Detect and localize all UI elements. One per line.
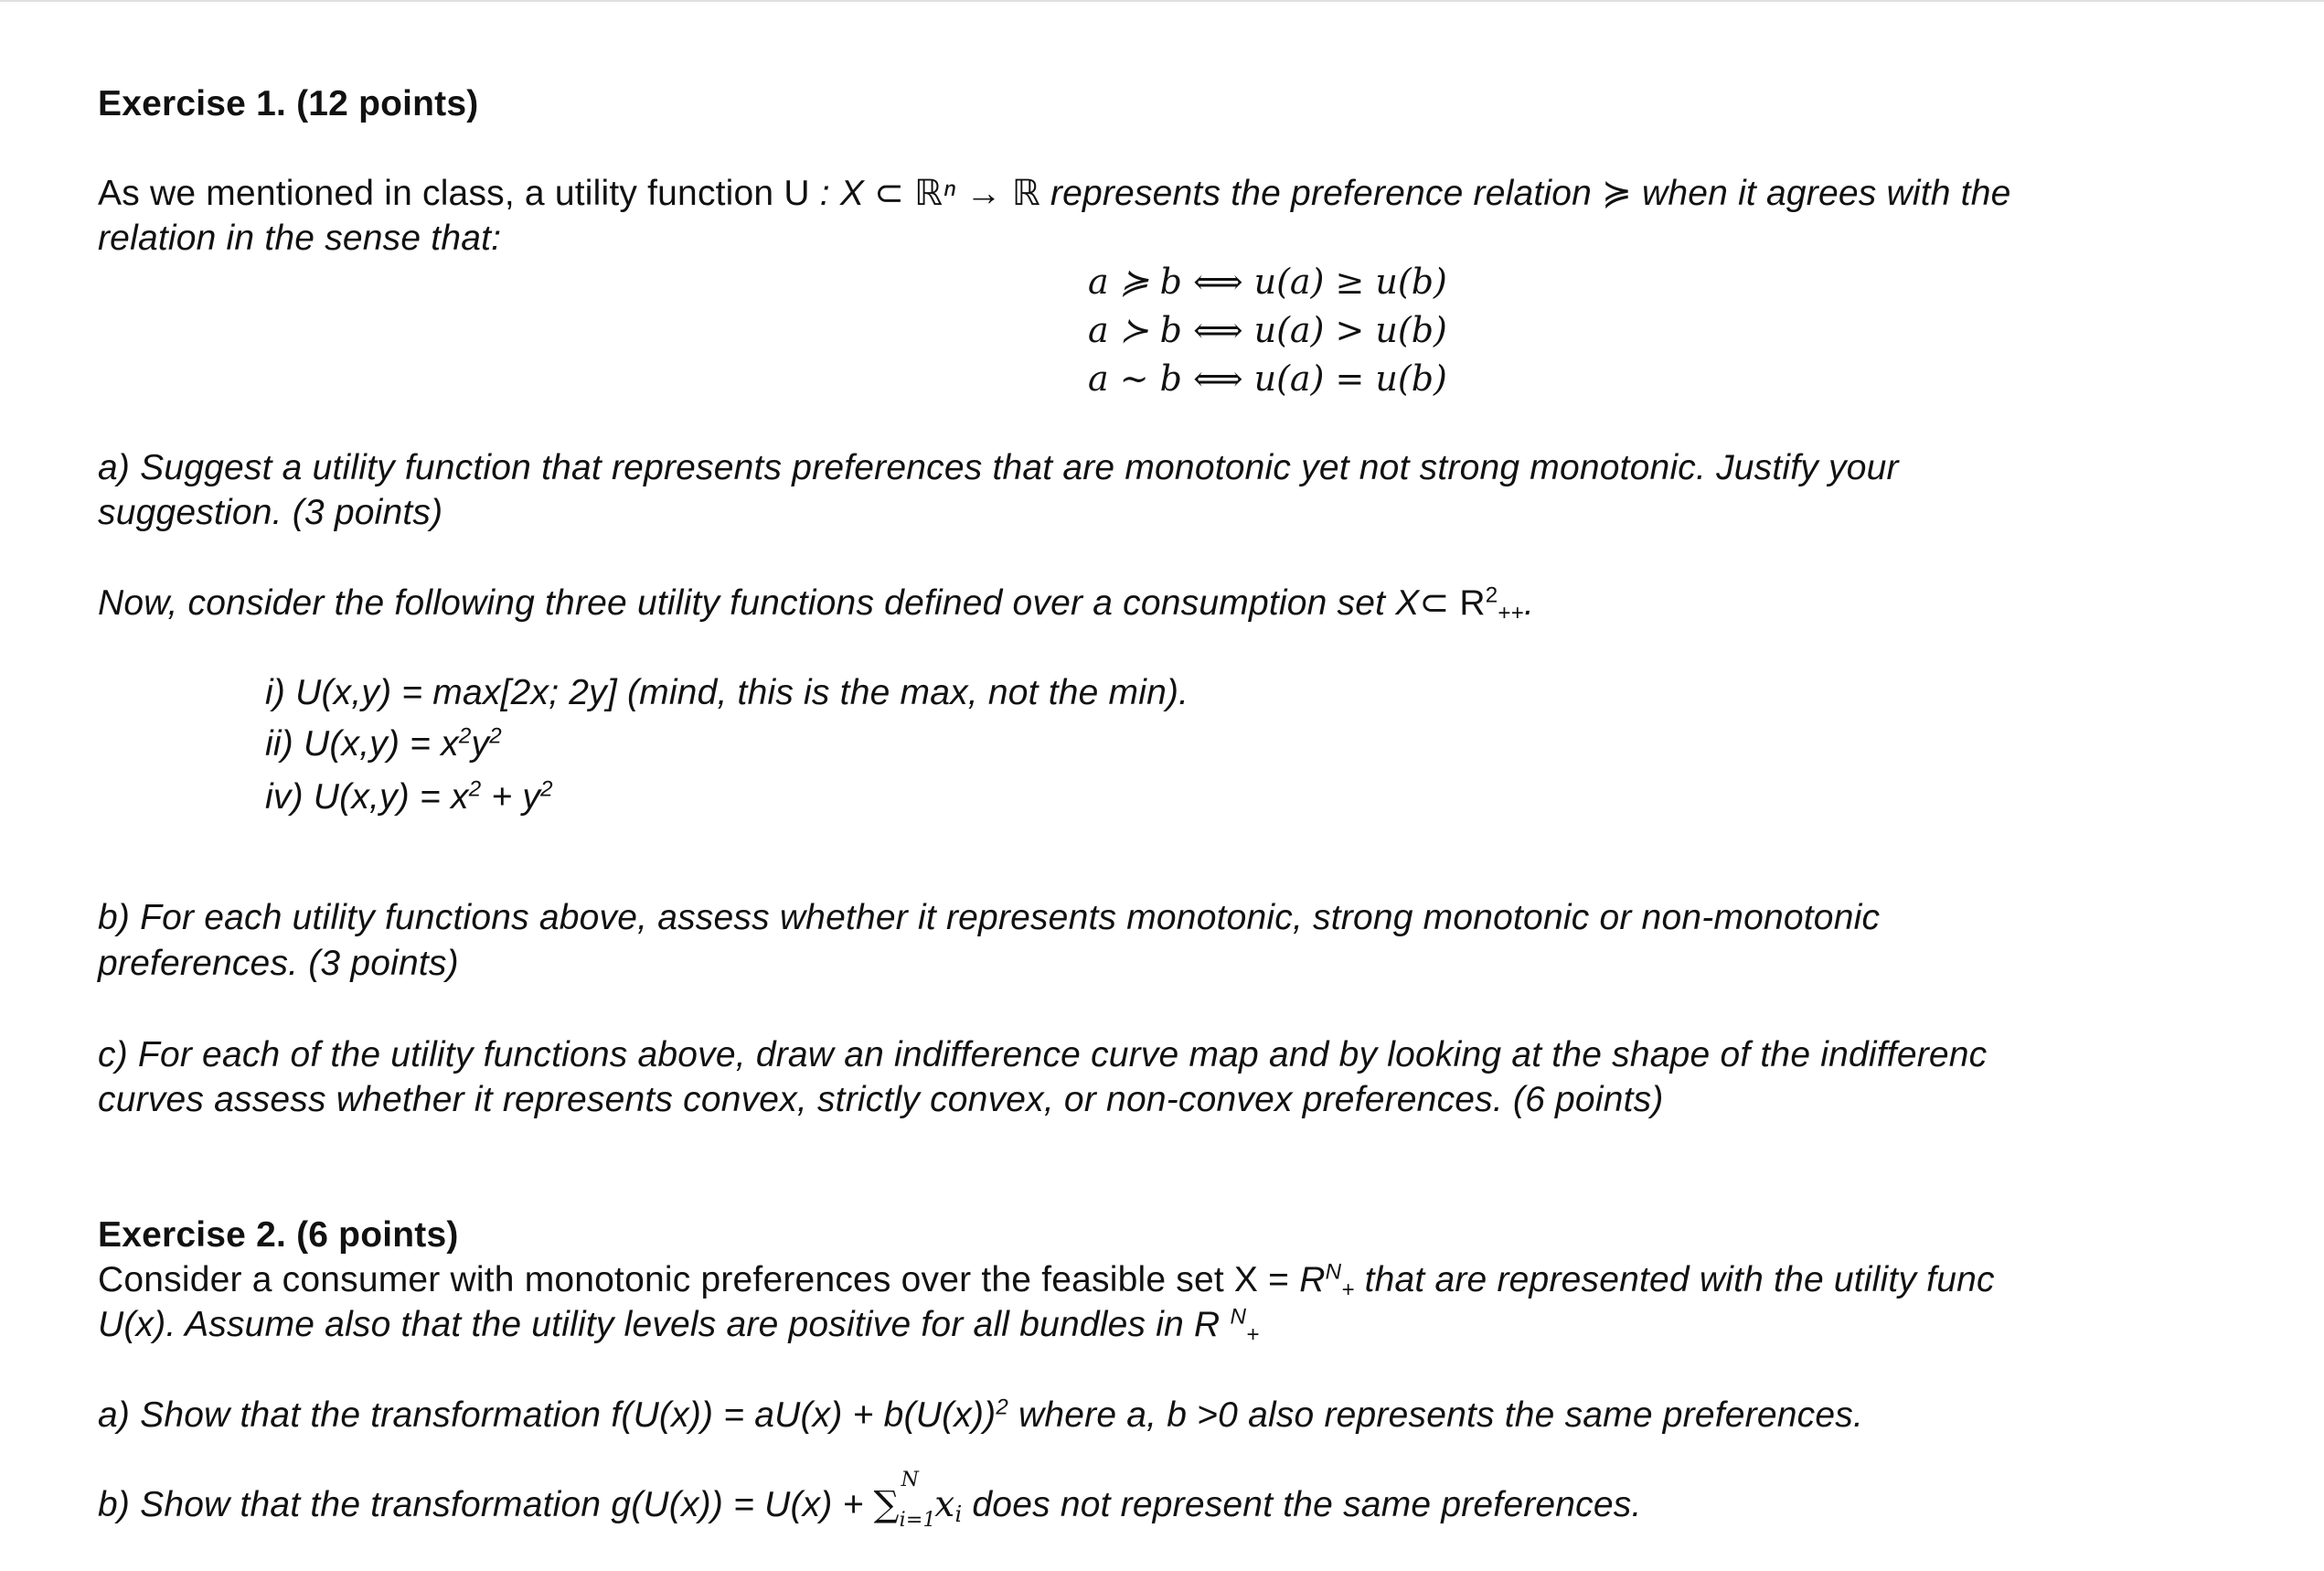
summation-upper-limit: N [901,1469,920,1491]
exercise1-part-c-line2: curves assess whether it represents convex, strictly convex, or non-convex preferences. (6 points) [98,1080,1664,1119]
summation-lower-limit: i=1 [899,1509,936,1532]
exercise1-part-b-line1: b) For each utility functions above, assess whether it represents monotonic, strong monotonic or non-monotonic [98,898,1881,937]
exercise1-intro-line1 [98,172,2011,216]
exercise1-heading: Exercise 1. (12 points) [98,84,479,123]
summation-term-subscript: i [954,1502,963,1528]
function-text: y [471,724,490,764]
function-exponent: 2 [489,723,502,749]
set-subscript: ++ [1498,601,1525,626]
function-text: iv) U(x,y) = x [265,777,469,817]
part-a-text: where a, b >0 also represents the same preferences. [1007,1395,1863,1435]
exercise1-part-c-line1: c) For each of the utility functions above, draw an indifference curve map and by looking at the shape of the indifferenc [98,1035,1988,1074]
intro-text: As we mentioned in class, a utility function U [98,174,820,213]
exercise2-part-a [98,1394,1863,1437]
equation-lhs: a ∼ b [1088,358,1182,399]
feasible-set-subscript: + [1341,1277,1355,1303]
feasible-set-superscript: N [1325,1259,1342,1285]
exercise1-now-consider [98,582,1534,625]
function-text: + y [481,777,541,817]
equation-rhs: u(a) > u(b) [1253,310,1447,350]
equation-strict-preference [1088,306,1447,354]
part-b-text: b) Show that the transformation g(U(x)) = U(x) + [98,1485,874,1524]
exercise1-part-b-line2: preferences. (3 points) [98,944,459,983]
exercise2-text: that are represented with the utility func [1354,1260,1995,1299]
utility-function-ii [265,722,502,766]
exercise2-heading: Exercise 2. (6 points) [98,1215,459,1255]
summation [873,1469,936,1532]
part-a-exponent: 2 [996,1395,1008,1420]
function-exponent: 2 [458,723,472,749]
part-b-text: does not represent the same preferences. [962,1485,1642,1524]
equation-lhs: a ≽ b [1088,262,1182,302]
exercise2-line2 [98,1303,1259,1347]
intro-math-text: : X ⊂ ℝⁿ → ℝ represents the preference relation ≽ when it agrees with the [819,174,2011,213]
set-superscript: 2 [1485,582,1498,608]
equation-indifference [1088,355,1447,402]
exercise1-part-a-line1: a) Suggest a utility function that represents preferences that are monotonic yet not strong monotonic. Justify your [98,448,1899,487]
set-end: . [1524,583,1535,623]
exercise2-line1 [98,1258,1995,1302]
function-exponent: 2 [468,776,482,802]
function-exponent: 2 [540,776,553,802]
exercise2-text: Consider a consumer with monotonic preferences over the feasible set X = [98,1260,1300,1299]
summation-symbol: ∑ [873,1484,900,1525]
exercise1-part-a-line2: suggestion. (3 points) [98,493,443,532]
exercise2-part-b [98,1469,1642,1532]
feasible-set-symbol: R [1299,1260,1326,1299]
equation-lhs: a ≻ b [1088,310,1182,350]
utility-function-iv [265,775,553,819]
now-consider-text: Now, consider the following three utility functions defined over a consumption set X [98,583,1420,623]
equation-weak-preference [1088,258,1447,305]
bundle-set-subscript: + [1246,1322,1260,1348]
part-a-text: a) Show that the transformation f(U(x)) = aU(x) + b(U(x)) [98,1395,997,1435]
utility-function-i: i) U(x,y) = max[2x; 2y] (mind, this is the max, not the min). [265,673,1189,712]
equation-rhs: u(a) = u(b) [1253,358,1447,399]
equation-iff: ⟺ [1181,310,1254,350]
set-symbol: ⊂ R [1419,583,1486,623]
exercise2-text: U(x). Assume also that the utility levels are positive for all bundles in R [98,1305,1231,1344]
function-text: ii) U(x,y) = x [265,724,459,764]
equation-iff: ⟺ [1181,262,1254,302]
exercise1-intro-line2: relation in the sense that: [98,219,502,258]
equation-rhs: u(a) ≥ u(b) [1253,262,1447,302]
summation-term: x [922,1484,955,1525]
bundle-set-superscript: N [1230,1304,1247,1330]
equation-iff: ⟺ [1181,358,1254,399]
